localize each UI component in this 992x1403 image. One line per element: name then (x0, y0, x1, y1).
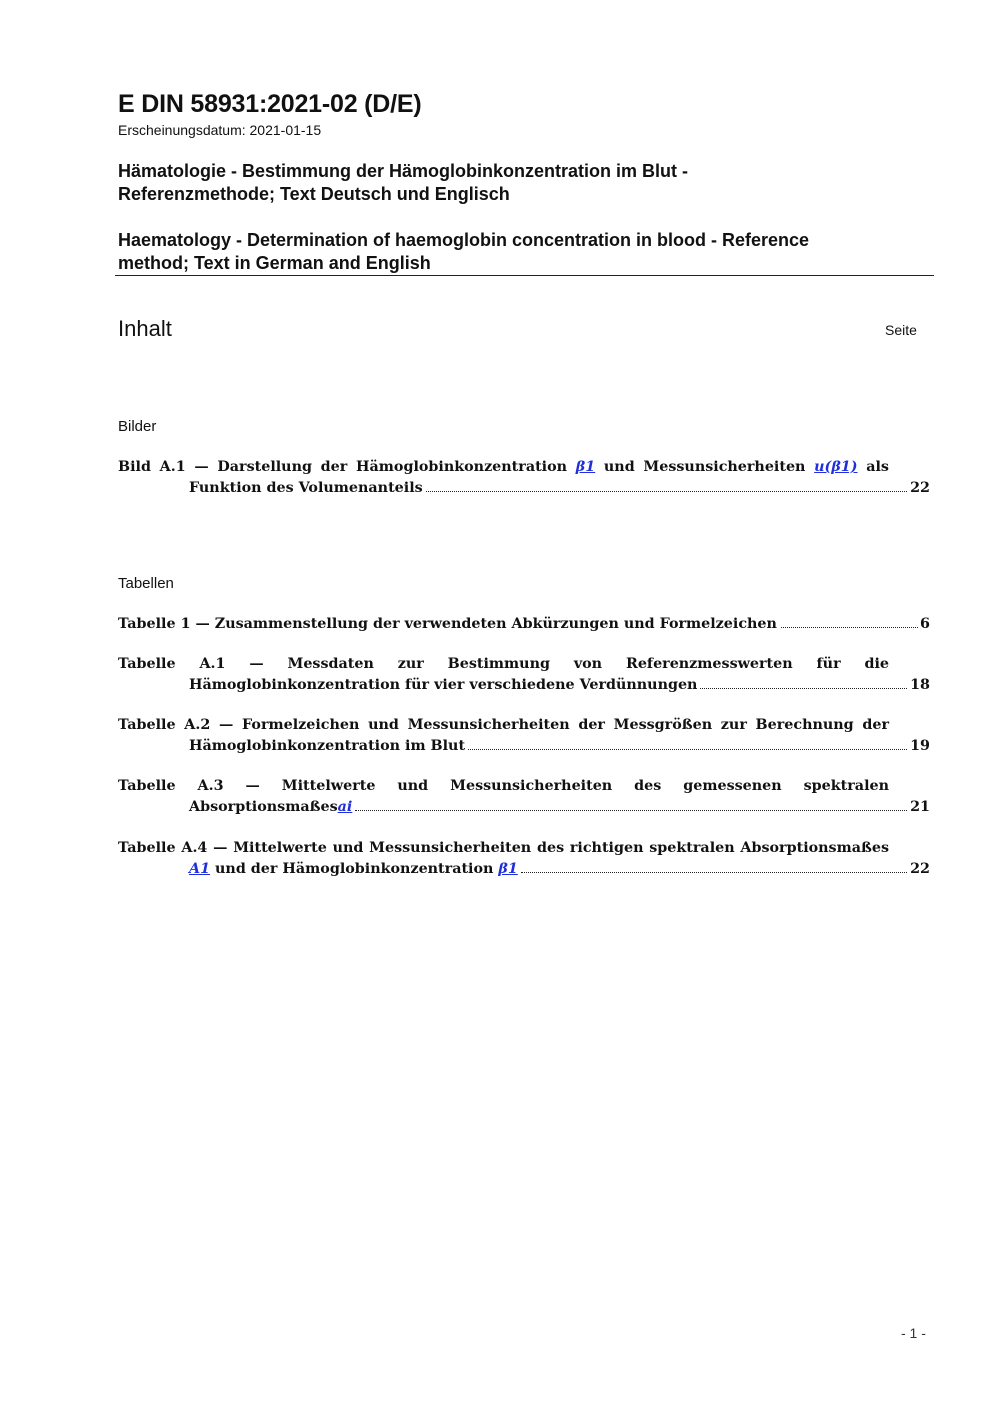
title-english-line-1: Haematology - Determination of haemoglobin concentration in blood - Reference (118, 230, 810, 250)
toc-entry-line-1: Tabelle A.4 — Mittelwerte und Messunsicherheiten des richtigen spektralen Absorptionsmaßes (118, 840, 889, 856)
title-english (118, 229, 918, 275)
footer-page-number: - 1 - (901, 1325, 926, 1341)
dot-leader (781, 627, 918, 628)
toc-entry-line-2: Absorptionsmaßes ai 21 (118, 797, 930, 818)
figures-section-label: Bilder (118, 418, 157, 435)
header-divider (115, 275, 934, 276)
toc-entry-line-1: Bild A.1 — Darstellung der Hämoglobinkonzentration β1 und Messunsicherheiten u(β1) als (118, 459, 889, 475)
toc-page-number: 19 (910, 737, 930, 754)
toc-page-number: 6 (920, 616, 930, 632)
toc-entry-line-2: A1 und der Hämoglobinkonzentration β1 22 (118, 859, 930, 880)
contents-heading: Inhalt (118, 316, 172, 341)
toc-entry-line-2: Hämoglobinkonzentration für vier verschiedene Verdünnungen 18 (118, 675, 930, 696)
title-german-line-1: Hämatologie - Bestimmung der Hämoglobinkonzentration im Blut - (118, 161, 689, 181)
toc-entry-table-a4[interactable] (118, 838, 930, 879)
toc-entry-line-1: Tabelle A.2 — Formelzeichen und Messunsicherheiten der Messgrößen zur Berechnung der (118, 717, 889, 733)
dot-leader (426, 491, 907, 492)
dot-leader (355, 810, 907, 811)
tables-section-label: Tabellen (118, 575, 174, 592)
title-english-line-2: method; Text in German and English (118, 253, 431, 273)
symbol-link-a1[interactable]: A1 (189, 860, 211, 877)
toc-entry-line-1: Tabelle 1 — Zusammenstellung der verwendeten Abkürzungen und Formelzeichen 6 (118, 614, 930, 635)
toc-page-number: 22 (910, 479, 930, 496)
toc-entry-table-a3[interactable] (118, 776, 930, 817)
publication-date: Erscheinungsdatum: 2021-01-15 (118, 122, 322, 138)
symbol-link-u-beta1[interactable]: u(β1) (814, 459, 858, 475)
toc-entry-line-1: Tabelle A.1 — Messdaten zur Bestimmung von Referenzmesswerten für die (118, 656, 889, 672)
page-column-label: Seite (885, 322, 917, 338)
toc-entry-line-1: Tabelle A.3 — Mittelwerte und Messunsicherheiten des gemessenen spektralen (118, 778, 889, 794)
toc-entry-table-1[interactable] (118, 614, 930, 635)
dot-leader (700, 688, 907, 689)
toc-page-number: 18 (910, 676, 930, 693)
toc-entry-figure-a1[interactable] (118, 457, 930, 498)
symbol-link-beta1[interactable]: β1 (575, 459, 596, 475)
symbol-link-beta1[interactable]: β1 (498, 860, 518, 877)
dot-leader (468, 749, 907, 750)
toc-page-number: 21 (910, 798, 930, 815)
toc-entry-line-2: Funktion des Volumenanteils 22 (118, 478, 930, 499)
toc-entry-line-2: Hämoglobinkonzentration im Blut 19 (118, 736, 930, 757)
dot-leader (521, 872, 907, 873)
title-german (118, 160, 918, 206)
toc-entry-table-a1[interactable] (118, 654, 930, 695)
toc-entry-table-a2[interactable] (118, 715, 930, 756)
symbol-link-ai[interactable]: ai (337, 798, 353, 815)
toc-page-number: 22 (910, 860, 930, 877)
document-id: E DIN 58931:2021-02 (D/E) (118, 90, 422, 118)
title-german-line-2: Referenzmethode; Text Deutsch und Englisch (118, 184, 510, 204)
